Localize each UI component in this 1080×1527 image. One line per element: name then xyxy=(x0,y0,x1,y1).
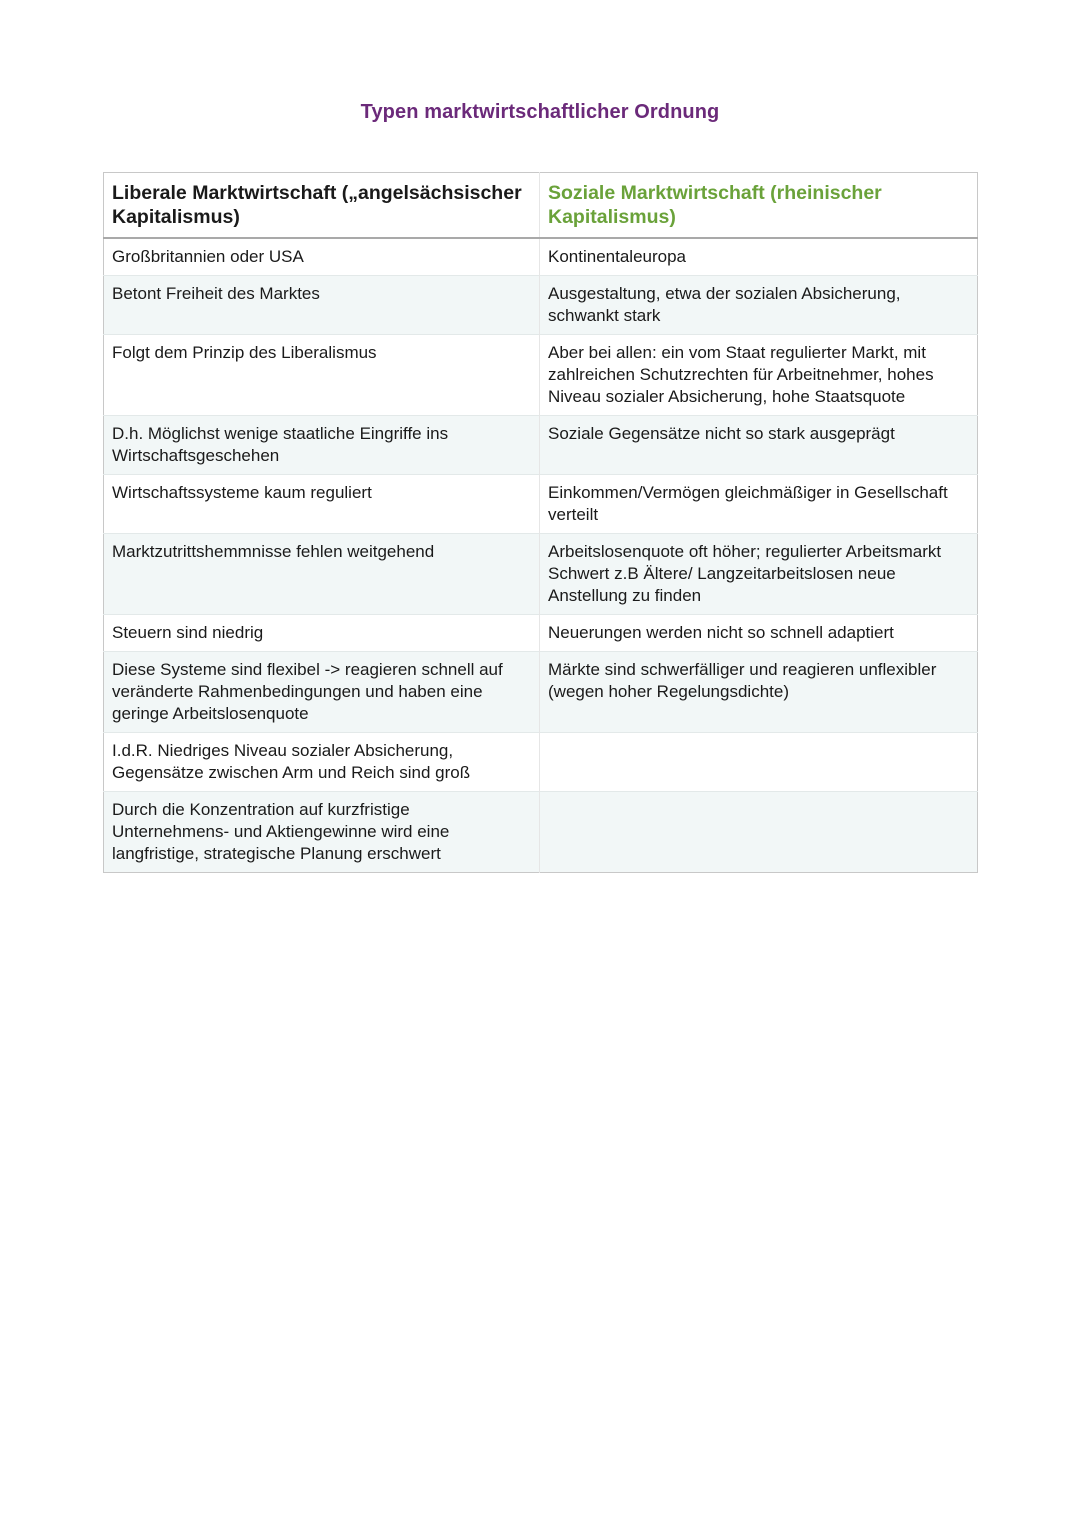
cell-sozial: Arbeitslosenquote oft höher; regulierter Arbeitsmarkt Schwert z.B Ältere/ Langzeitarbeitslosen neue Anstellung zu finden xyxy=(540,534,978,615)
cell-sozial: Kontinentaleuropa xyxy=(540,238,978,276)
cell-liberal: Großbritannien oder USA xyxy=(104,238,540,276)
comparison-table xyxy=(103,172,978,873)
cell-sozial xyxy=(540,733,978,792)
cell-sozial: Märkte sind schwerfälliger und reagieren unflexibler (wegen hoher Regelungsdichte) xyxy=(540,652,978,733)
cell-sozial: Soziale Gegensätze nicht so stark ausgeprägt xyxy=(540,416,978,475)
header-sozial: Soziale Marktwirtschaft (rheinischer Kapitalismus) xyxy=(540,173,978,239)
cell-liberal: I.d.R. Niedriges Niveau sozialer Absicherung, Gegensätze zwischen Arm und Reich sind groß xyxy=(104,733,540,792)
cell-liberal: Betont Freiheit des Marktes xyxy=(104,276,540,335)
table-row xyxy=(104,615,978,652)
table-row xyxy=(104,534,978,615)
cell-liberal: Durch die Konzentration auf kurzfristige Unternehmens- und Aktiengewinne wird eine langfristige, strategische Planung erschwert xyxy=(104,792,540,873)
cell-liberal: Diese Systeme sind flexibel -> reagieren schnell auf veränderte Rahmenbedingungen und haben eine geringe Arbeitslosenquote xyxy=(104,652,540,733)
cell-liberal: Folgt dem Prinzip des Liberalismus xyxy=(104,335,540,416)
table-row xyxy=(104,335,978,416)
cell-liberal: Marktzutrittshemmnisse fehlen weitgehend xyxy=(104,534,540,615)
table-row xyxy=(104,475,978,534)
cell-sozial: Aber bei allen: ein vom Staat regulierter Markt, mit zahlreichen Schutzrechten für Arbeitnehmer, hohes Niveau sozialer Absicherung, hohe Staatsquote xyxy=(540,335,978,416)
header-liberal: Liberale Marktwirtschaft („angelsächsischer Kapitalismus) xyxy=(104,173,540,239)
table-header-row xyxy=(104,173,978,239)
cell-liberal: Steuern sind niedrig xyxy=(104,615,540,652)
table-row xyxy=(104,652,978,733)
table-row xyxy=(104,238,978,276)
table-row xyxy=(104,276,978,335)
table-row xyxy=(104,733,978,792)
cell-liberal: Wirtschaftssysteme kaum reguliert xyxy=(104,475,540,534)
cell-sozial xyxy=(540,792,978,873)
cell-liberal: D.h. Möglichst wenige staatliche Eingriffe ins Wirtschaftsgeschehen xyxy=(104,416,540,475)
table-row xyxy=(104,416,978,475)
cell-sozial: Ausgestaltung, etwa der sozialen Absicherung, schwankt stark xyxy=(540,276,978,335)
cell-sozial: Einkommen/Vermögen gleichmäßiger in Gesellschaft verteilt xyxy=(540,475,978,534)
cell-sozial: Neuerungen werden nicht so schnell adaptiert xyxy=(540,615,978,652)
page-title: Typen marktwirtschaftlicher Ordnung xyxy=(360,101,720,123)
table-row xyxy=(104,792,978,873)
